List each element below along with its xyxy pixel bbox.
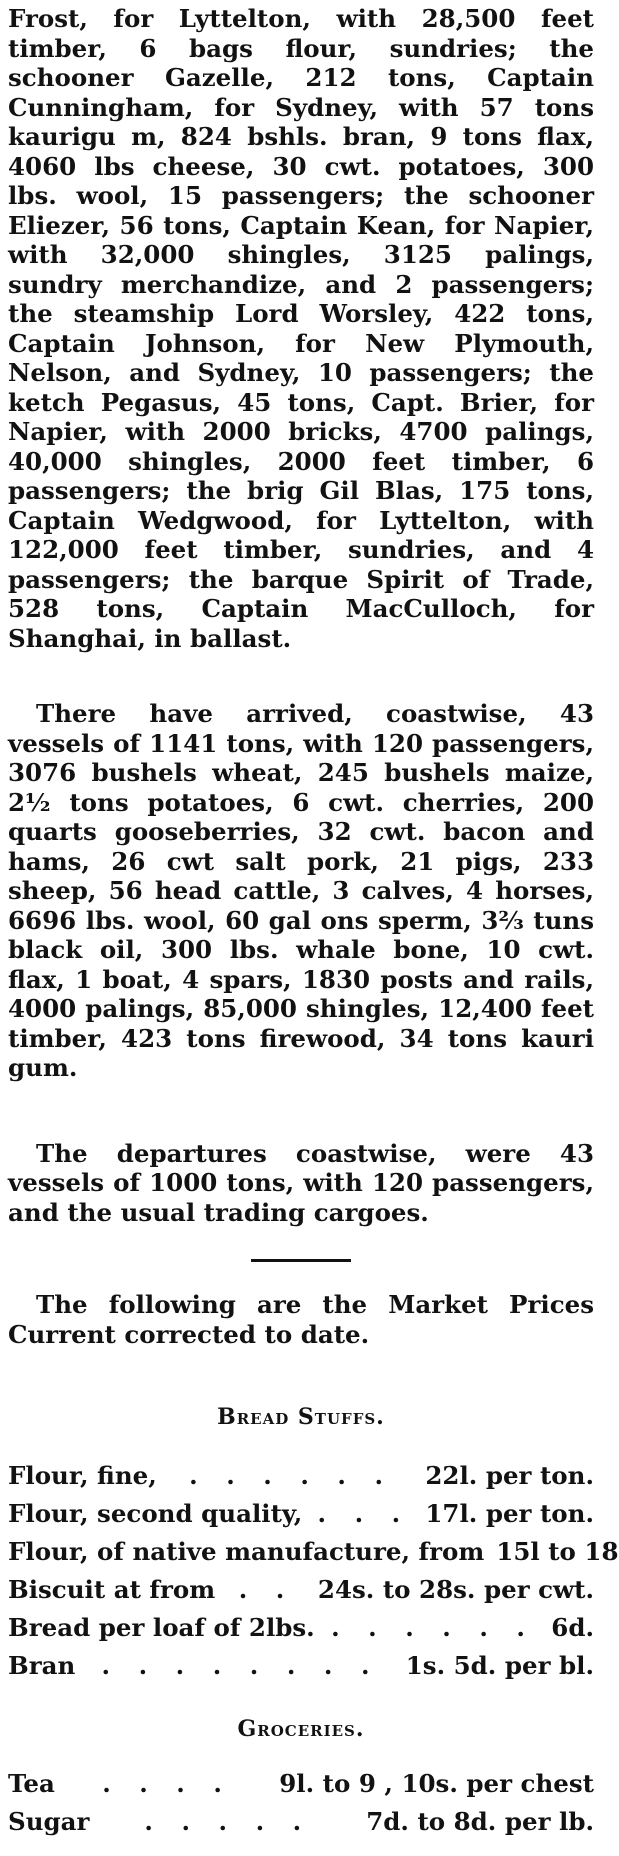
dot-leader: . . . . . (144, 1807, 312, 1836)
coastwise-departures-paragraph: The departures coastwise, were 43 vessels of 1000 tons, with 120 passengers, and the usual trading cargoes. (8, 1138, 594, 1227)
price-item: Bread per loaf of 2lbs. (8, 1613, 315, 1642)
market-prices-intro: The following are the Market Prices Current corrected to date. (8, 1290, 594, 1349)
price-value: 22l. per ton. (425, 1461, 594, 1490)
bread-stuffs-heading: Bread Stuffs. (217, 1404, 385, 1430)
groceries-heading: Groceries. (237, 1716, 365, 1742)
price-value: 6d. (551, 1613, 594, 1642)
section-divider (251, 1259, 351, 1262)
price-value: 17l. per ton. (425, 1499, 594, 1528)
dot-leader: . . (238, 1575, 295, 1604)
price-row (8, 1533, 619, 1571)
price-value: 1s. 5d. per bl. (405, 1651, 594, 1680)
price-value: 15l to 18 (496, 1537, 619, 1566)
shipping-departures-paragraph: Frost, for Lyttelton, with 28,500 feet timber, 6 bags flour, sundries; the schooner Gazelle, 212 tons, Captain Cunningham, for Sydney, with 57 tons kaurigu m, 824 bshls. bran, 9 tons flax, 4060 lbs cheese, 30 cwt. potatoes, 300 lbs. wool, 15 passengers; the schooner Eliezer, 56 tons, Captain Kean, for Napier, with 32,000 shingles, 3125 palings, sundry merchandize, and 2 passengers; the steamship Lord Worsley, 422 tons, Captain Johnson, for New Plymouth, Nelson, and Sydney, 10 passengers; the ketch Pegasus, 45 tons, Capt. Brier, for Napier, with 2000 bricks, 4700 palings, 40,000 shingles, 2000 feet timber, 6 passengers; the brig Gil Blas, 175 tons, Captain Wedgwood, for Lyttelton, with 122,000 feet timber, sundries, and 4 passengers; the barque Spirit of Trade, 528 tons, Captain MacCulloch, for Shanghai, in ballast. (8, 4, 594, 653)
bread-stuffs-price-list (8, 1457, 619, 1685)
dot-leader: . . . . . . . . (101, 1651, 380, 1680)
dot-leader: . . . . . . (331, 1613, 535, 1642)
price-item: Flour, of native manufacture, from (8, 1537, 485, 1566)
price-item: Tea (8, 1769, 55, 1798)
price-value: 9l. to 9 , 10s. per chest (279, 1769, 594, 1798)
groceries-price-list (8, 1765, 594, 1841)
dot-leader: . . . . . . (189, 1461, 393, 1490)
price-row (8, 1803, 594, 1841)
price-row (8, 1609, 594, 1647)
price-item: Sugar (8, 1807, 90, 1836)
price-row (8, 1765, 594, 1803)
price-value: 24s. to 28s. per cwt. (317, 1575, 594, 1604)
price-value: 7d. to 8d. per lb. (366, 1807, 594, 1836)
price-row (8, 1457, 594, 1495)
price-row (8, 1571, 594, 1609)
price-item: Flour, second quality, (8, 1499, 303, 1528)
dot-leader: . . . . (102, 1769, 232, 1798)
price-item: Flour, fine, (8, 1461, 157, 1490)
coastwise-arrivals-paragraph: There have arrived, coastwise, 43 vessels of 1141 tons, with 120 passengers, 3076 bushels wheat, 245 bushels maize, 2½ tons potatoes, 6 cwt. cherries, 200 quarts gooseberries, 32 cwt. bacon and hams, 26 cwt salt pork, 21 pigs, 233 sheep, 56 head cattle, 3 calves, 4 horses, 6696 lbs. wool, 60 gal ons sperm, 3⅔ tuns black oil, 300 lbs. whale bone, 10 cwt. flax, 1 boat, 4 spars, 1830 posts and rails, 4000 palings, 85,000 shingles, 12,400 feet timber, 423 tons firewood, 34 tons kauri gum. (8, 699, 594, 1082)
dot-leader: . . . (317, 1499, 411, 1528)
price-row (8, 1495, 594, 1533)
price-row (8, 1647, 594, 1685)
price-item: Bran (8, 1651, 76, 1680)
price-item: Biscuit at from (8, 1575, 216, 1604)
